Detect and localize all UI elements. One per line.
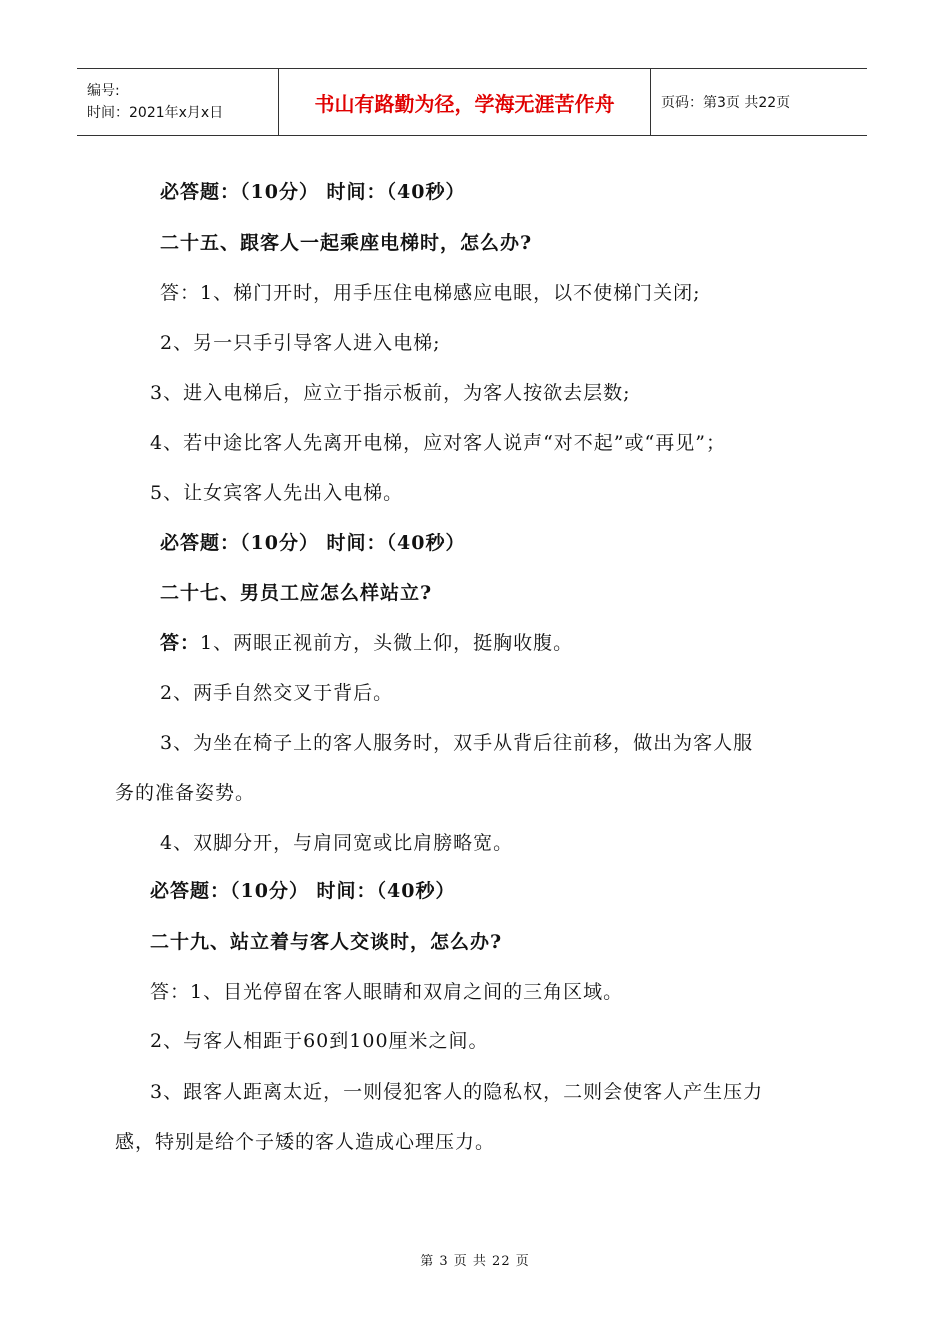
answer-27-line-2: 2、两手自然交叉于背后。: [160, 682, 394, 704]
code-label: 编号:: [87, 83, 120, 99]
answer-label: 答：: [160, 632, 201, 654]
answer-29-line-3: 3、跟客人距离太近，一则侵犯客人的隐私权，二则会使客人产生压力: [150, 1081, 764, 1103]
header-motto-cell: [279, 69, 651, 135]
question-27-title: 二十七、男员工应怎么样站立?: [160, 582, 433, 604]
answer-29-line-1: 答：1、目光停留在客人眼睛和双肩之间的三角区域。: [150, 981, 624, 1003]
question-points-3: 必答题：（10分） 时间：（40秒）: [150, 880, 456, 902]
answer-25-line-1: 答：1、梯门开时，用手压住电梯感应电眼，以不使梯门关闭;: [160, 282, 701, 304]
answer-29-line-2: 2、与客人相距于60到100厘米之间。: [150, 1030, 489, 1052]
page-number-label: 页码：第3页 共22页: [661, 95, 791, 111]
answer-27-line-4: 4、双脚分开，与肩同宽或比肩膀略宽。: [160, 832, 514, 854]
question-points-1: 必答题：（10分） 时间：（40秒）: [160, 181, 466, 203]
answer-27-line-1: [160, 628, 573, 655]
page-footer: 第 3 页 共 22 页: [420, 1254, 530, 1269]
answer-25-line-2: 2、另一只手引导客人进入电梯;: [160, 332, 441, 354]
header-right-cell: [651, 69, 867, 135]
answer-25-line-5: 5、让女宾客人先出入电梯。: [150, 482, 404, 504]
time-label: 时间：2021年x月x日: [87, 105, 224, 121]
answer-27-line-1-text: 1、两眼正视前方，头微上仰，挺胸收腹。: [200, 632, 574, 654]
question-29-title: 二十九、站立着与客人交谈时，怎么办?: [150, 931, 503, 953]
header-left-cell: [77, 69, 279, 135]
answer-25-line-3: 3、进入电梯后，应立于指示板前，为客人按欲去层数;: [150, 382, 631, 404]
answer-29-line-3-cont: 感，特别是给个子矮的客人造成心理压力。: [115, 1131, 496, 1153]
page-header: [77, 68, 867, 136]
motto-text: 书山有路勤为径，学海无涯苦作舟: [314, 91, 615, 116]
answer-27-line-3-cont: 务的准备姿势。: [115, 782, 256, 804]
answer-27-line-3: 3、为坐在椅子上的客人服务时，双手从背后往前移，做出为客人服: [160, 732, 754, 754]
answer-25-line-4: 4、若中途比客人先离开电梯，应对客人说声“对不起”或“再见”；: [150, 432, 726, 454]
question-25-title: 二十五、跟客人一起乘座电梯时，怎么办?: [160, 232, 533, 254]
question-points-2: 必答题：（10分） 时间：（40秒）: [160, 532, 466, 554]
